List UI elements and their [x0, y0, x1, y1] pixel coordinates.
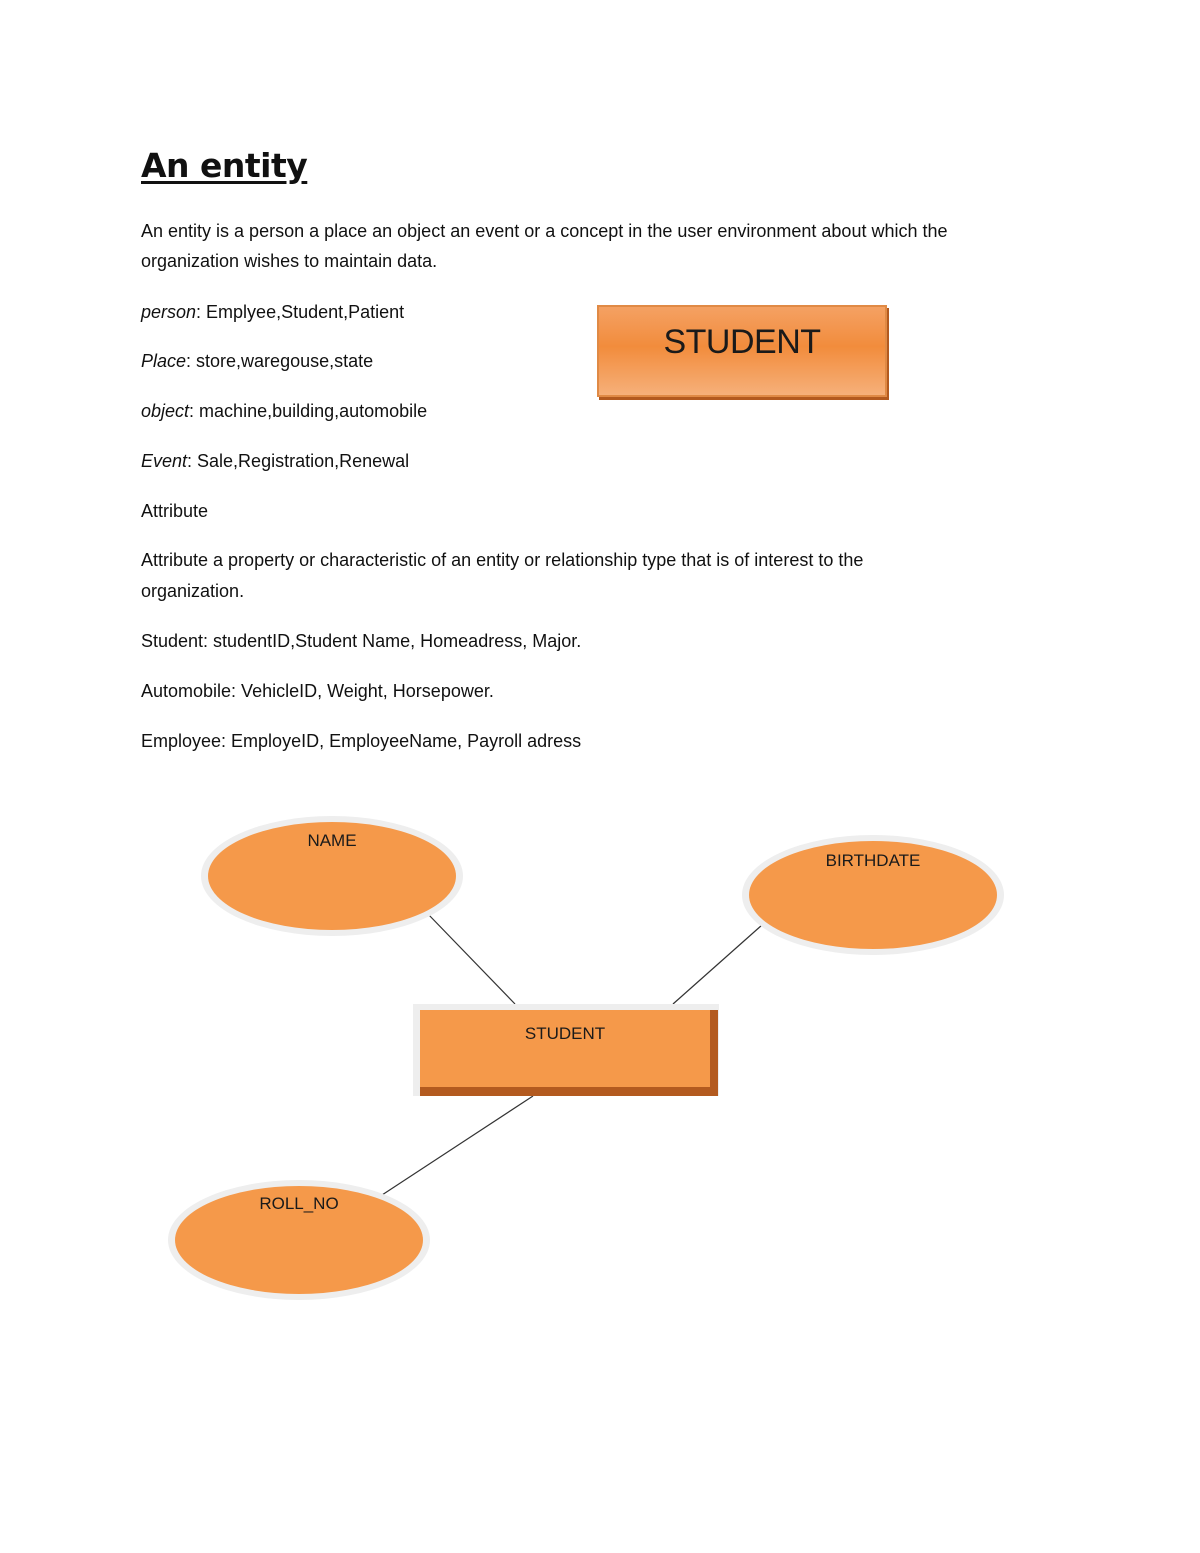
attribute-def-line-2: organization. [141, 581, 245, 601]
attribute-name-label: NAME [307, 831, 357, 850]
example-term: person [141, 302, 197, 322]
student-entity-label: STUDENT [663, 322, 821, 361]
attribute-def-line-1: Attribute a property or characteristic of an entity or relationship type that is of interest to the [141, 550, 864, 570]
attribute-birthdate-node [742, 835, 1004, 955]
example-values: : machine,building,automobile [189, 401, 428, 421]
attribute-example-employee: Employee: EmployeID, EmployeeName, Payroll adress [141, 731, 582, 751]
example-values: : Emplyee,Student,Patient [196, 302, 405, 322]
example-values: : Sale,Registration,Renewal [187, 451, 410, 471]
example-term: object [141, 401, 190, 421]
connector-roll-no [382, 1096, 533, 1195]
example-values: : store,waregouse,state [186, 351, 374, 371]
intro-line-1: An entity is a person a place an object an event or a concept in the user environment about which the [141, 221, 948, 241]
example-term: Event [141, 451, 188, 471]
attribute-heading: Attribute [141, 501, 209, 521]
entity-student-label: STUDENT [524, 1024, 606, 1043]
attribute-birthdate-label: BIRTHDATE [825, 851, 921, 870]
example-term: Place [141, 351, 187, 371]
page-title: An entity [141, 146, 308, 185]
attribute-roll-no-label: ROLL_NO [259, 1194, 339, 1213]
attribute-example-student: Student: studentID,Student Name, Homeadress, Major. [141, 631, 582, 651]
entity-student-node [413, 1004, 719, 1096]
box [420, 1010, 710, 1087]
connector-name [427, 913, 515, 1004]
attribute-example-automobile: Automobile: VehicleID, Weight, Horsepower. [141, 681, 494, 701]
attribute-name-node [201, 816, 463, 936]
intro-line-2: organization wishes to maintain data. [141, 251, 438, 271]
connector-birthdate [673, 925, 762, 1004]
attribute-roll-no-node [168, 1180, 430, 1300]
